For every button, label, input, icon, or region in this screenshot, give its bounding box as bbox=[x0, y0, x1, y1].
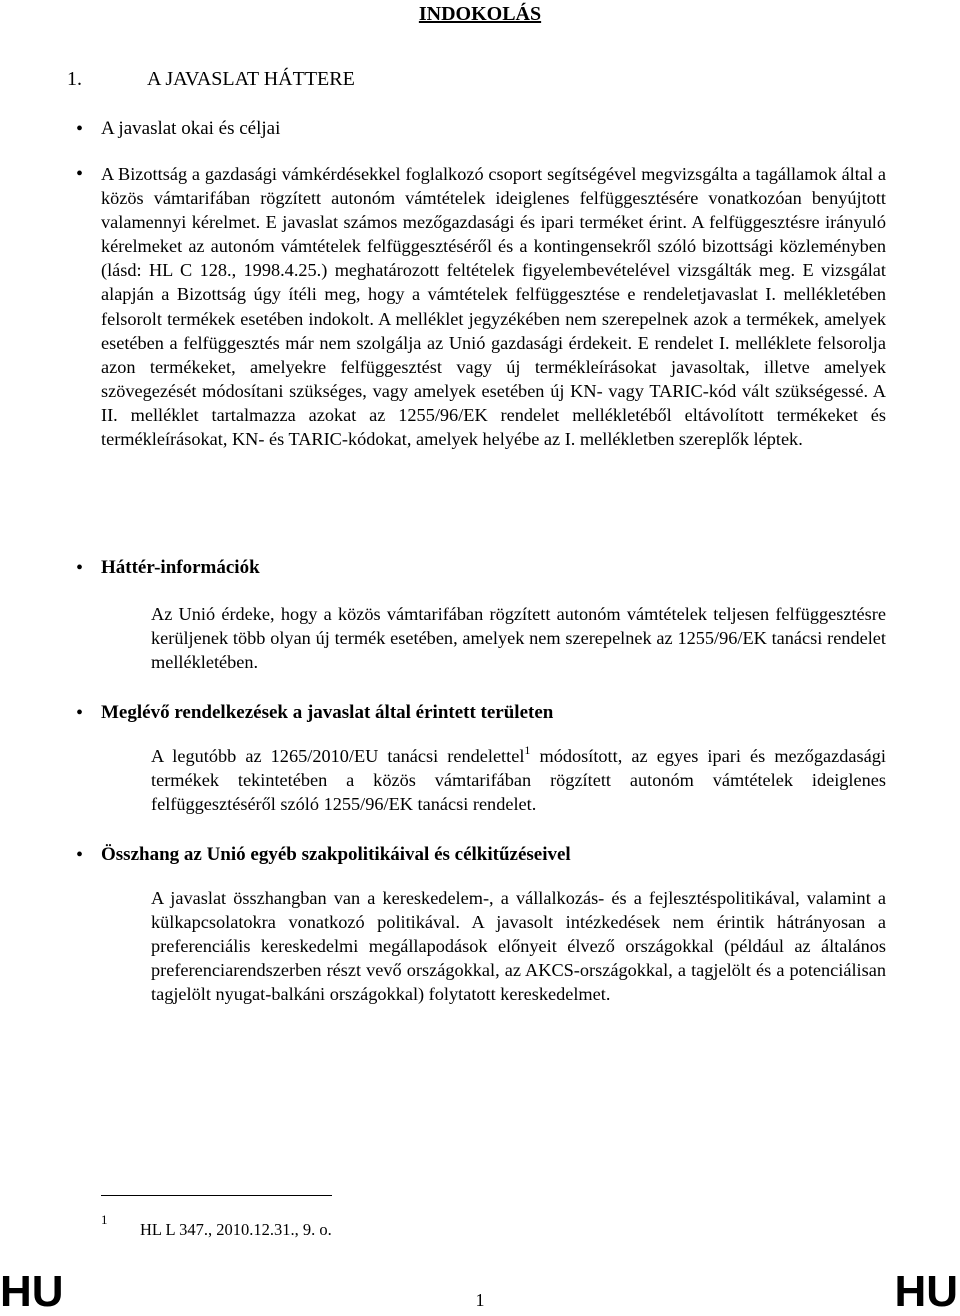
paragraph-text: A legutóbb az 1265/2010/EU tanácsi rendelettel bbox=[151, 746, 525, 766]
section-number: 1. bbox=[67, 68, 82, 90]
subheading-existing-provisions: Meglévő rendelkezések a javaslat által érintett területen bbox=[101, 702, 554, 723]
paragraph-text: módosított, az egyes ipari és mezőgazdasági termékek tekintetében a közös vámtarifában rögzített autonóm vámtételek ideiglenes felfüggesztéséről szóló 1255/96/EK tanácsi rendelet. bbox=[151, 746, 886, 815]
footnote-reference[interactable]: 1 bbox=[524, 743, 531, 757]
page-number: 1 bbox=[475, 1290, 485, 1310]
language-code-left: HU bbox=[0, 1267, 64, 1316]
footnote-number: 1 bbox=[101, 1212, 108, 1227]
footnote-text: HL L 347., 2010.12.31., 9. o. bbox=[140, 1220, 332, 1239]
bullet-icon: • bbox=[76, 118, 84, 140]
bullet-icon: • bbox=[76, 557, 84, 579]
section-title: A JAVASLAT HÁTTERE bbox=[147, 68, 355, 90]
bullet-icon: • bbox=[76, 163, 84, 185]
subheading-reasons: A javaslat okai és céljai bbox=[101, 118, 281, 139]
document-title: INDOKOLÁS bbox=[418, 3, 542, 25]
subheading-consistency: Összhang az Unió egyéb szakpolitikáival és célkitűzéseivel bbox=[101, 844, 571, 865]
bullet-icon: • bbox=[76, 702, 84, 724]
paragraph-consistency: A javaslat összhangban van a kereskedelem-, a vállalkozás- és a fejlesztéspolitikával, valamint a külkapcsolatokra vonatkozó politikával. A javasolt intézkedések nem érintik hátrányosan a preferenciális kereskedelmi megállapodások előnyeit élvező országokkal (például az általános preferenciarendszerben részt vevő országokkal, az AKCS-országokkal, a tagjelölt és a potenciálisan tagjelölt nyugat-balkáni országokkal) folytatott kereskedelmet. bbox=[151, 888, 886, 1005]
paragraph-reasons: A Bizottság a gazdasági vámkérdésekkel foglalkozó csoport segítségével megvizsgálta a tagállamok által a közös vámtarifában rögzített autonóm vámtételek ideiglenes felfüggesztésére vonatkozóan benyújtott valamennyi kérelmet. E javaslat számos mezőgazdasági és ipari terméket érint. A felfüggesztésre irányuló kérelmeket az autonóm vámtételek felfüggesztéséről és a kontingensekről szóló bizottsági közleményben (lásd: HL C 128., 1998.4.25.) meghatározott feltételek figyelembevételével vizsgálták meg. E vizsgálat alapján a Bizottság úgy ítéli meg, hogy a vámtételek felfüggesztése e rendeletjavaslat I. mellékletében felsorolt termékek esetében indokolt. A melléklet jegyzékében nem szerepelnek azok a termékek, amelyek esetében a felfüggesztés már nem szolgálja az Unió gazdasági érdekeit. E rendelet I. melléklete felsorolja azon termékeket, amelyekre felfüggesztést vagy új termékleírásokat javasoltak, illetve amelyek szövegezését módosítani szükséges, vagy amelyek esetében új KN- vagy TARIC-kód vált szükségessé. A II. melléklet tartalmazza azokat az 1255/96/EK rendelet mellékletéből eltávolított termékeket és termékleírásokat, KN- és TARIC-kódokat, amelyek helyébe az I. mellékletben szereplők léptek. bbox=[101, 164, 886, 450]
bullet-icon: • bbox=[76, 844, 84, 866]
section-heading bbox=[67, 67, 355, 91]
paragraph-background: Az Unió érdeke, hogy a közös vámtarifában rögzített autonóm vámtételek teljesen felfüggesztésre kerüljenek több olyan új termék esetében, amelyek nem szerepelnek az 1255/96/EK tanácsi rendelet mellékletében. bbox=[151, 604, 886, 673]
language-code-right: HU bbox=[894, 1267, 958, 1316]
footnote-separator bbox=[101, 1195, 332, 1196]
subheading-background: Háttér-információk bbox=[101, 557, 260, 578]
paragraph-existing-provisions bbox=[151, 744, 886, 816]
